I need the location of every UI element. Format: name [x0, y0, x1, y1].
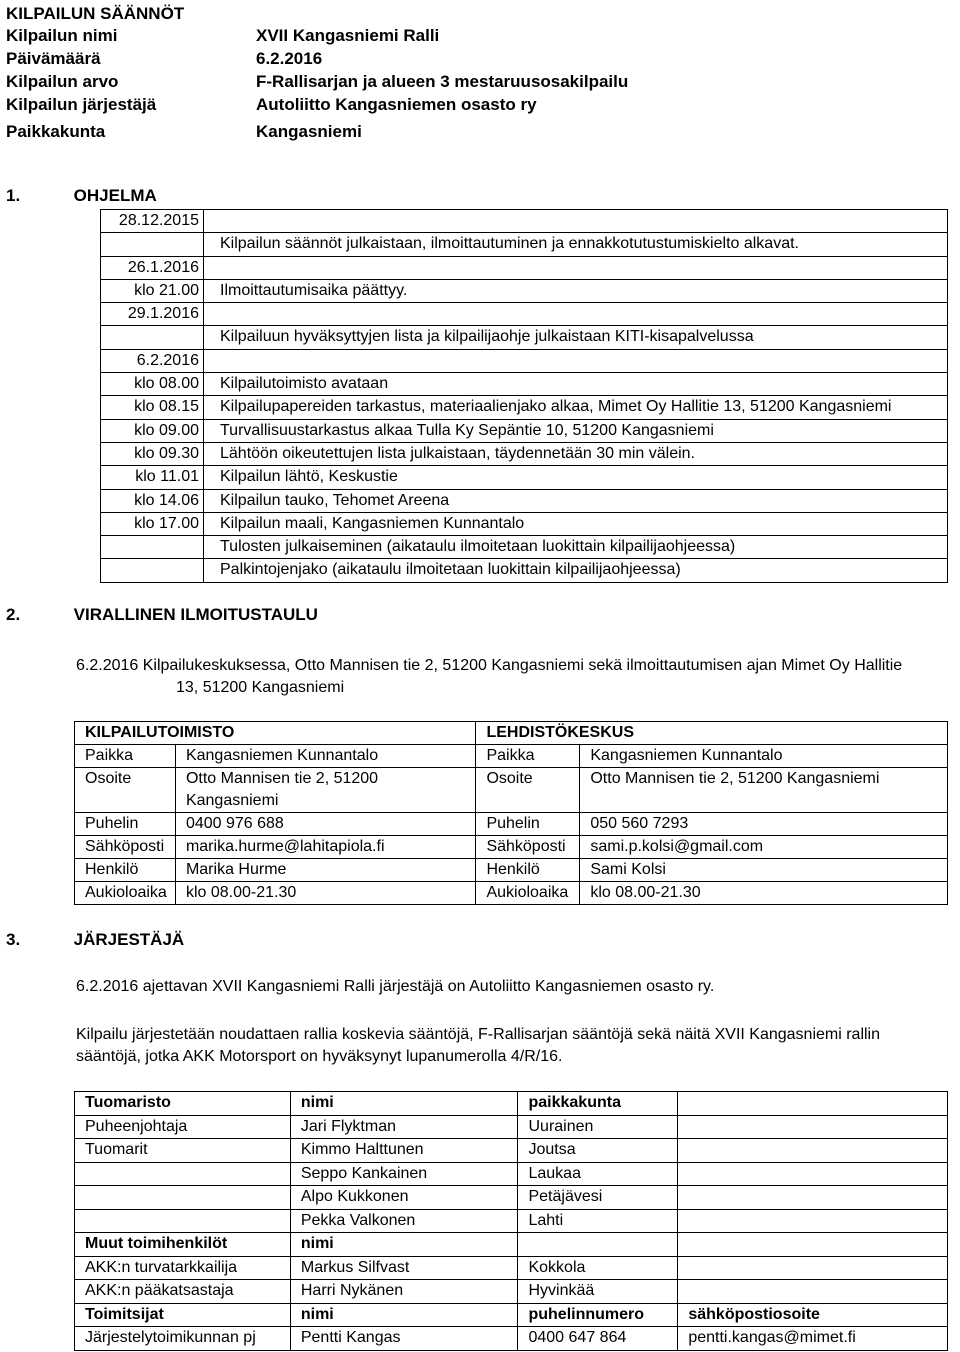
program-date: 29.1.2016: [101, 303, 204, 326]
officials-cell-c2: Markus Silfvast: [290, 1256, 518, 1280]
office-l-label: Paikka: [75, 745, 176, 768]
officials-cell-c1: [75, 1186, 291, 1210]
program-row: [101, 326, 948, 349]
program-row: [101, 489, 948, 512]
officials-cell-c1: Järjestelytoimikunnan pj: [75, 1327, 291, 1351]
officials-cell-c4: [678, 1162, 948, 1186]
header-value: Autoliitto Kangasniemen osasto ry: [256, 95, 537, 114]
office-l-value: klo 08.00-21.30: [175, 882, 475, 905]
section3-title: JÄRJESTÄJÄ: [73, 930, 185, 949]
officials-cell-c3: puhelinnumero: [518, 1303, 678, 1327]
office-row: [75, 859, 948, 882]
header-label: Paikkakunta: [6, 122, 106, 141]
program-row: [101, 419, 948, 442]
office-l-value: marika.hurme@lahitapiola.fi: [175, 836, 475, 859]
officials-cell-c4: [678, 1092, 948, 1116]
officials-cell-c3: Uurainen: [518, 1115, 678, 1139]
section2-number: 2.: [6, 605, 21, 624]
officials-cell-c3: Petäjävesi: [518, 1186, 678, 1210]
program-text: Ilmoittautumisaika päättyy.: [204, 279, 948, 302]
officials-cell-c1: Tuomarit: [75, 1139, 291, 1163]
office-left-title: KILPAILUTOIMISTO: [75, 722, 476, 745]
officials-cell-c2: Pekka Valkonen: [290, 1209, 518, 1233]
office-table: [74, 721, 948, 905]
program-text: Kilpailun säännöt julkaistaan, ilmoittautuminen ja ennakkotutustumiskielto alkavat.: [204, 233, 948, 256]
program-text: Kilpailuun hyväksyttyjen lista ja kilpailijaohje julkaistaan KITI-kisapalvelussa: [204, 326, 948, 349]
section3-number: 3.: [6, 930, 21, 949]
officials-cell-c4: [678, 1209, 948, 1233]
officials-cell-c2: Alpo Kukkonen: [290, 1186, 518, 1210]
officials-row: [75, 1303, 948, 1327]
officials-row: [75, 1233, 948, 1257]
officials-cell-c3: Joutsa: [518, 1139, 678, 1163]
office-l-value: [175, 768, 475, 813]
officials-cell-c1: Tuomaristo: [75, 1092, 291, 1116]
officials-cell-c2: nimi: [290, 1233, 518, 1257]
office-r-label: Osoite: [476, 768, 580, 813]
program-row: [101, 210, 948, 233]
office-l-label: Osoite: [75, 768, 176, 813]
section3-heading: [6, 930, 184, 950]
program-date: 26.1.2016: [101, 256, 204, 279]
program-text: Tulosten julkaiseminen (aikataulu ilmoitetaan luokittain kilpailijaohjeessa): [204, 536, 948, 559]
section2-heading: [6, 605, 318, 625]
officials-cell-c1: [75, 1209, 291, 1233]
office-l-value: 0400 976 688: [175, 813, 475, 836]
program-text: Turvallisuustarkastus alkaa Tulla Ky Sepäntie 10, 51200 Kangasniemi: [204, 419, 948, 442]
office-row: [75, 745, 948, 768]
program-row: [101, 279, 948, 302]
rules-text: [76, 1024, 880, 1068]
officials-cell-c4: [678, 1233, 948, 1257]
officials-cell-c3: Laukaa: [518, 1162, 678, 1186]
officials-cell-c3: paikkakunta: [518, 1092, 678, 1116]
office-l-value-line2: Kangasniemi: [185, 792, 279, 809]
office-r-label: Sähköposti: [476, 836, 580, 859]
officials-cell-c2: nimi: [290, 1092, 518, 1116]
program-date: [101, 326, 204, 349]
officials-cell-c3: Hyvinkää: [518, 1280, 678, 1304]
header-label: Kilpailun järjestäjä: [6, 95, 157, 114]
officials-cell-c2: nimi: [290, 1303, 518, 1327]
program-date: 28.12.2015: [101, 210, 204, 233]
program-row: [101, 233, 948, 256]
header-label: Kilpailun nimi: [6, 26, 118, 45]
program-text: Kilpailun lähtö, Keskustie: [204, 466, 948, 489]
officials-cell-c1: Muut toimihenkilöt: [75, 1233, 291, 1257]
program-text: Kilpailupapereiden tarkastus, materiaalienjako alkaa, Mimet Oy Hallitie 13, 51200 Kangasniemi: [204, 396, 948, 419]
office-row: [75, 813, 948, 836]
program-text: [204, 349, 948, 372]
office-r-label: Henkilö: [476, 859, 580, 882]
officials-cell-c2: Jari Flyktman: [290, 1115, 518, 1139]
header-value: 6.2.2016: [256, 49, 323, 68]
notice-board-line1: 6.2.2016 Kilpailukeskuksessa, Otto Mannisen tie 2, 51200 Kangasniemi sekä ilmoittautumisen ajan Mimet Oy Hallitie: [76, 657, 903, 674]
rules-line2: sääntöjä, jotka AKK Motorsport on hyväksynyt lupanumerolla 4/R/16.: [76, 1048, 563, 1065]
office-r-value: 050 560 7293: [580, 813, 948, 836]
program-date: klo 08.15: [101, 396, 204, 419]
program-text: Kilpailutoimisto avataan: [204, 373, 948, 396]
officials-cell-c3: Kokkola: [518, 1256, 678, 1280]
officials-cell-c4: [678, 1280, 948, 1304]
officials-cell-c4: sähköpostiosoite: [678, 1303, 948, 1327]
program-row: [101, 303, 948, 326]
program-date: [101, 559, 204, 582]
header-value: Kangasniemi: [256, 122, 362, 141]
officials-cell-c3: [518, 1233, 678, 1257]
officials-cell-c3: 0400 647 864: [518, 1327, 678, 1351]
office-l-value-line1: Otto Mannisen tie 2, 51200: [185, 770, 379, 787]
program-table: [100, 209, 948, 583]
section1-title: OHJELMA: [73, 186, 157, 205]
office-r-label: Aukioloaika: [476, 882, 580, 905]
officials-row: [75, 1209, 948, 1233]
header-label: Päivämäärä: [6, 49, 101, 68]
office-l-label: Puhelin: [75, 813, 176, 836]
program-row: [101, 536, 948, 559]
organizer-text: 6.2.2016 ajettavan XVII Kangasniemi Ralli järjestäjä on Autoliitto Kangasniemen osasto ry.: [76, 978, 715, 995]
program-date: [101, 233, 204, 256]
notice-board-line2: 13, 51200 Kangasniemi: [176, 679, 345, 696]
program-text: [204, 210, 948, 233]
header-value: XVII Kangasniemi Ralli: [256, 26, 440, 45]
program-row: [101, 256, 948, 279]
program-row: [101, 396, 948, 419]
page-title: KILPAILUN SÄÄNNÖT: [6, 4, 185, 23]
officials-cell-c3: Lahti: [518, 1209, 678, 1233]
office-r-value: sami.p.kolsi@gmail.com: [580, 836, 948, 859]
program-date: 6.2.2016: [101, 349, 204, 372]
rules-line1: Kilpailu järjestetään noudattaen rallia koskevia sääntöjä, F-Rallisarjan sääntöjä sekä näitä XVII Kangasniemi rallin: [76, 1026, 881, 1043]
officials-cell-c1: Toimitsijat: [75, 1303, 291, 1327]
officials-row: [75, 1139, 948, 1163]
officials-row: [75, 1092, 948, 1116]
program-date: klo 08.00: [101, 373, 204, 396]
program-date: [101, 536, 204, 559]
program-row: [101, 466, 948, 489]
office-r-value: Otto Mannisen tie 2, 51200 Kangasniemi: [580, 768, 948, 813]
officials-cell-c1: AKK:n pääkatsastaja: [75, 1280, 291, 1304]
officials-cell-c4: [678, 1256, 948, 1280]
program-text: [204, 303, 948, 326]
program-date: klo 09.30: [101, 442, 204, 465]
office-l-value: Marika Hurme: [175, 859, 475, 882]
officials-cell-c4: [678, 1115, 948, 1139]
program-date: klo 14.06: [101, 489, 204, 512]
program-row: [101, 442, 948, 465]
officials-cell-c2: Seppo Kankainen: [290, 1162, 518, 1186]
program-text: [204, 256, 948, 279]
office-row: [75, 882, 948, 905]
header-value: F-Rallisarjan ja alueen 3 mestaruusosakilpailu: [256, 72, 629, 91]
officials-cell-c1: [75, 1162, 291, 1186]
office-row: [75, 836, 948, 859]
office-l-value: Kangasniemen Kunnantalo: [175, 745, 475, 768]
program-text: Kilpailun maali, Kangasniemen Kunnantalo: [204, 512, 948, 535]
program-row: [101, 559, 948, 582]
program-text: Kilpailun tauko, Tehomet Areena: [204, 489, 948, 512]
officials-row: [75, 1280, 948, 1304]
officials-row: [75, 1327, 948, 1351]
notice-board-text: [76, 655, 902, 699]
officials-cell-c2: Kimmo Halttunen: [290, 1139, 518, 1163]
office-r-value: klo 08.00-21.30: [580, 882, 948, 905]
office-l-label: Henkilö: [75, 859, 176, 882]
program-row: [101, 512, 948, 535]
section1-number: 1.: [6, 186, 21, 205]
program-date: klo 21.00: [101, 279, 204, 302]
officials-cell-c4: [678, 1186, 948, 1210]
office-row: [75, 768, 948, 813]
office-r-value: Kangasniemen Kunnantalo: [580, 745, 948, 768]
officials-row: [75, 1115, 948, 1139]
program-row: [101, 373, 948, 396]
officials-row: [75, 1162, 948, 1186]
office-r-label: Puhelin: [476, 813, 580, 836]
officials-table: [74, 1091, 948, 1351]
office-r-label: Paikka: [476, 745, 580, 768]
officials-row: [75, 1186, 948, 1210]
officials-cell-c1: Puheenjohtaja: [75, 1115, 291, 1139]
program-text: Lähtöön oikeutettujen lista julkaistaan, täydennetään 30 min välein.: [204, 442, 948, 465]
office-l-label: Sähköposti: [75, 836, 176, 859]
officials-cell-c2: Harri Nykänen: [290, 1280, 518, 1304]
program-text: Palkintojenjako (aikataulu ilmoitetaan luokittain kilpailijaohjeessa): [204, 559, 948, 582]
office-right-title: LEHDISTÖKESKUS: [476, 722, 948, 745]
officials-cell-c4: [678, 1139, 948, 1163]
officials-cell-c1: AKK:n turvatarkkailija: [75, 1256, 291, 1280]
section2-title: VIRALLINEN ILMOITUSTAULU: [73, 605, 318, 624]
officials-row: [75, 1256, 948, 1280]
program-date: klo 11.01: [101, 466, 204, 489]
office-r-value: Sami Kolsi: [580, 859, 948, 882]
section1-heading: [6, 186, 157, 206]
office-l-label: Aukioloaika: [75, 882, 176, 905]
program-date: klo 09.00: [101, 419, 204, 442]
officials-cell-c4: pentti.kangas@mimet.fi: [678, 1327, 948, 1351]
program-date: klo 17.00: [101, 512, 204, 535]
officials-cell-c2: Pentti Kangas: [290, 1327, 518, 1351]
header-label: Kilpailun arvo: [6, 72, 119, 91]
program-row: [101, 349, 948, 372]
